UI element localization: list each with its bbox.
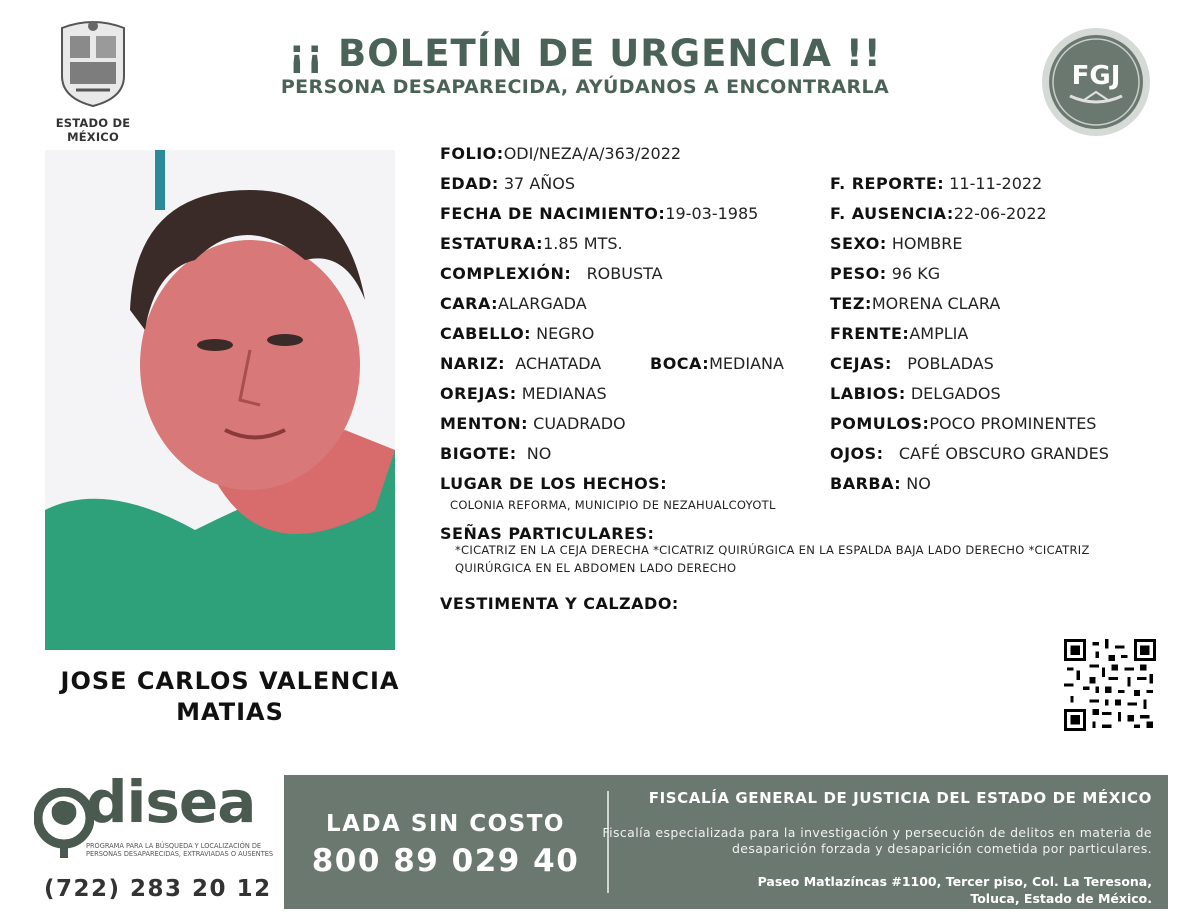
- field-complexion: [440, 264, 663, 284]
- f-ausencia-value: 22-06-2022: [953, 204, 1047, 223]
- estatura-value: 1.85 MTS.: [543, 234, 623, 253]
- fiscalia-description: Fiscalía especializada para la investigación y persecución de delitos en materia de desaparición forzada y desaparición cometida por particulares.: [602, 825, 1152, 856]
- field-f-reporte: [830, 174, 1042, 194]
- field-labios: [830, 384, 1001, 404]
- f-ausencia-label: F. AUSENCIA:: [830, 204, 954, 223]
- menton-value: CUADRADO: [533, 414, 626, 433]
- address-line1: Paseo Matlazíncas #1100, Tercer piso, Col. La Teresona,: [757, 874, 1152, 889]
- peso-value: 96 KG: [891, 264, 941, 283]
- nariz-label: NARIZ:: [440, 354, 506, 373]
- coat-of-arms-icon: [56, 18, 130, 108]
- field-peso: [830, 264, 940, 284]
- field-f-ausencia: [830, 204, 1047, 224]
- page-title: ¡¡ BOLETÍN DE URGENCIA !!: [288, 32, 882, 75]
- cejas-value: POBLADAS: [907, 354, 994, 373]
- cara-label: CARA:: [440, 294, 499, 313]
- field-senas-label: [440, 524, 654, 544]
- folio-value: ODI/NEZA/A/363/2022: [503, 144, 682, 163]
- estado-de-mexico-logo: [28, 18, 158, 144]
- field-cara: [440, 294, 587, 314]
- odisea-tagline: PROGRAMA PARA LA BÚSQUEDA Y LOCALIZACIÓN DE PERSONAS DESAPARECIDAS, EXTRAVIADAS O AUSENTES: [86, 842, 274, 858]
- person-name: [40, 666, 420, 728]
- field-orejas: [440, 384, 607, 404]
- barba-value: NO: [906, 474, 931, 493]
- peso-label: PESO:: [830, 264, 887, 283]
- senas-label: SEÑAS PARTICULARES:: [440, 524, 655, 543]
- estado-de-mexico-label: ESTADO DE MÉXICO: [55, 116, 131, 144]
- labios-value: DELGADOS: [910, 384, 1001, 403]
- frente-value: AMPLIA: [909, 324, 969, 343]
- boca-value: MEDIANA: [709, 354, 784, 373]
- qr-code-icon[interactable]: [1064, 639, 1156, 731]
- odisea-logo: [30, 768, 280, 910]
- f-reporte-value: 11-11-2022: [949, 174, 1043, 193]
- ojos-value: CAFÉ OBSCURO GRANDES: [898, 444, 1109, 463]
- lugar-label: LUGAR DE LOS HECHOS:: [440, 474, 668, 493]
- sexo-value: HOMBRE: [891, 234, 963, 253]
- bigote-value: NO: [526, 444, 552, 463]
- tez-value: MORENA CLARA: [871, 294, 1001, 313]
- lugar-value: COLONIA REFORMA, MUNICIPIO DE NEZAHUALCOYOTL: [450, 498, 776, 512]
- cara-value: ALARGADA: [498, 294, 587, 313]
- address-line2: Toluca, Estado de México.: [970, 891, 1152, 906]
- fgj-seal-icon: [1040, 26, 1152, 138]
- field-folio: [440, 144, 681, 164]
- senas-line1: *CICATRIZ EN LA CEJA DERECHA *CICATRIZ QUIRÚRGICA EN LA ESPALDA BAJA LADO DERECHO *CICATRIZ: [455, 543, 1090, 557]
- field-bigote: [440, 444, 551, 464]
- cabello-label: CABELLO:: [440, 324, 532, 343]
- person-name-line2: MATIAS: [176, 698, 284, 726]
- field-frente: [830, 324, 968, 344]
- field-tez: [830, 294, 1000, 314]
- fiscalia-address: [652, 873, 1152, 907]
- page-subtitle: PERSONA DESAPARECIDA, AYÚDANOS A ENCONTRARLA: [280, 76, 890, 98]
- frente-label: FRENTE:: [830, 324, 910, 343]
- fiscalia-title: FISCALÍA GENERAL DE JUSTICIA DEL ESTADO DE MÉXICO: [648, 789, 1152, 807]
- field-cabello: [440, 324, 594, 344]
- edad-label: EDAD:: [440, 174, 499, 193]
- edad-value: 37 AÑOS: [503, 174, 575, 193]
- nariz-value: ACHATADA: [515, 354, 602, 373]
- orejas-value: MEDIANAS: [521, 384, 607, 403]
- person-name-line1: JOSE CARLOS VALENCIA: [60, 667, 400, 695]
- vestimenta-label: VESTIMENTA Y CALZADO:: [440, 594, 679, 613]
- field-edad: [440, 174, 575, 194]
- footer-band: [284, 775, 1168, 909]
- estatura-label: ESTATURA:: [440, 234, 544, 253]
- odisea-phone[interactable]: (722) 283 20 12: [44, 876, 272, 902]
- field-boca: [650, 354, 784, 374]
- boca-label: BOCA:: [650, 354, 710, 373]
- folio-label: FOLIO:: [440, 144, 504, 163]
- field-menton: [440, 414, 626, 434]
- senas-line2: QUIRÚRGICA EN EL ABDOMEN LADO DERECHO: [455, 561, 737, 575]
- pomulos-label: POMULOS:: [830, 414, 930, 433]
- sexo-label: SEXO:: [830, 234, 887, 253]
- location-pin-icon: [34, 788, 94, 860]
- fecha-nacimiento-value: 19-03-1985: [665, 204, 759, 223]
- field-vestimenta: [440, 594, 679, 614]
- complexion-label: COMPLEXIÓN:: [440, 264, 572, 283]
- menton-label: MENTON:: [440, 414, 529, 433]
- field-estatura: [440, 234, 623, 254]
- bigote-label: BIGOTE:: [440, 444, 517, 463]
- complexion-value: ROBUSTA: [586, 264, 663, 283]
- lada-label: LADA SIN COSTO: [326, 811, 565, 837]
- field-lugar-label: [440, 474, 667, 494]
- field-cejas: [830, 354, 994, 374]
- odisea-brand: disea: [86, 768, 256, 836]
- cejas-label: CEJAS:: [830, 354, 892, 373]
- f-reporte-label: F. REPORTE:: [830, 174, 945, 193]
- cabello-value: NEGRO: [536, 324, 595, 343]
- barba-label: BARBA:: [830, 474, 902, 493]
- field-nariz: [440, 354, 601, 374]
- field-barba: [830, 474, 931, 494]
- field-pomulos: [830, 414, 1096, 434]
- fecha-nacimiento-label: FECHA DE NACIMIENTO:: [440, 204, 666, 223]
- lada-number[interactable]: 800 89 029 40: [311, 843, 580, 879]
- field-ojos: [830, 444, 1109, 464]
- person-photo: [45, 150, 395, 650]
- orejas-label: OREJAS:: [440, 384, 517, 403]
- pomulos-value: POCO PROMINENTES: [929, 414, 1097, 433]
- labios-label: LABIOS:: [830, 384, 906, 403]
- fgj-seal-text: FGJ: [1071, 61, 1121, 91]
- ojos-label: OJOS:: [830, 444, 884, 463]
- field-sexo: [830, 234, 962, 254]
- tez-label: TEZ:: [830, 294, 872, 313]
- field-fecha-nacimiento: [440, 204, 758, 224]
